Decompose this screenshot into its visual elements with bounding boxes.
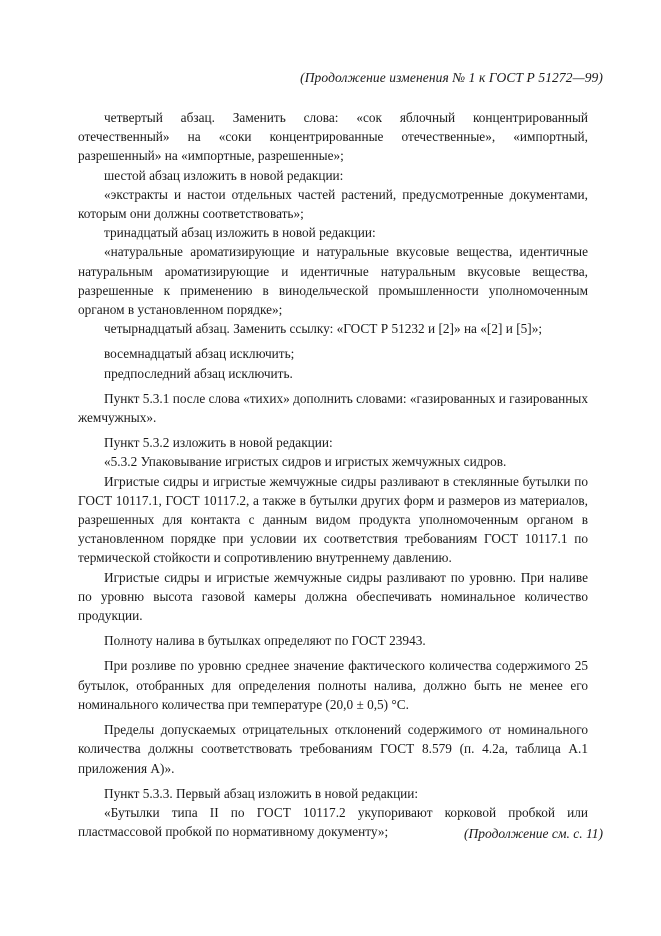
paragraph: предпоследний абзац исключить. [104,365,293,381]
paragraph: Игристые сидры и игристые жемчужные сидры разливают по уровню. При наливе по уровню высота газовой камеры должна обеспечивать номинальное количество продукции. [78,569,588,624]
paragraph: «Бутылки типа II по ГОСТ 10117.2 укупоривают корковой пробкой или пластмассовой пробкой по нормативному документу»; [78,804,588,840]
continuation-footer: (Продолжение см. с. 11) [464,826,603,841]
paragraph: Пределы допускаемых отрицательных отклонений содержимого от номинального количества должны соответствовать требованиям ГОСТ 8.579 (п. 4.2а, таблица А.1 приложения А)». [78,722,588,776]
paragraph: Полноту налива в бутылках определяют по ГОСТ 23943. [104,633,426,649]
paragraph: «экстракты и настои отдельных частей растений, предусмотренные документами, которым они должны соответствовать»; [78,186,588,222]
paragraph: «5.3.2 Упаковывание игристых сидров и игристых жемчужных сидров. [104,454,507,470]
paragraph: Пункт 5.3.2 изложить в новой редакции: [104,435,333,451]
paragraph: Игристые сидры и игристые жемчужные сидры разливают в стеклянные бутылки по ГОСТ 10117.1, ГОСТ 10117.2, а также в бутылки других форм и размеров из материалов, разрешенных для контакта с данным видом продукта уполномоченным органом в установленном порядке при условии их соответствия требованиям ГОСТ 10117.1 по термической стойкости и сопротивлению внутреннему давлению. [78,473,588,566]
paragraph: При розливе по уровню среднее значение фактического количества содержимого 25 бутылок, отобранных для определения полноты налива, должно быть не менее его номинального количества при температуре (20,0 ± 0,5) °С. [78,658,588,712]
paragraph: Пункт 5.3.3. Первый абзац изложить в новой редакции: [104,785,419,801]
continuation-header: (Продолжение изменения № 1 к ГОСТ Р 51272—99) [300,70,603,85]
paragraph: Пункт 5.3.1 после слова «тихих» дополнить словами: «газированных и газированных жемчужных». [78,390,588,426]
paragraph: шестой абзац изложить в новой редакции: [104,167,344,183]
document-body [78,108,588,841]
paragraph: четырнадцатый абзац. Заменить ссылку: «ГОСТ Р 51232 и [2]» на «[2] и [5]»; [104,321,543,337]
paragraph: четвертый абзац. Заменить слова: «сок яблочный концентрированный отечественный» на «соки концентрированные отечественные», «импортный, разрешенный» на «импортные, разрешенные»; [78,110,588,164]
paragraph: тринадцатый абзац изложить в новой редакции: [104,225,376,241]
paragraph: «натуральные ароматизирующие и натуральные вкусовые вещества, идентичные натуральным ароматизирующие и идентичные натуральным вкусовые вещества, разрешенные к применению в винодельческой промышленности уполномоченным органом в установленном порядке»; [78,244,588,318]
paragraph: восемнадцатый абзац исключить; [104,346,295,362]
